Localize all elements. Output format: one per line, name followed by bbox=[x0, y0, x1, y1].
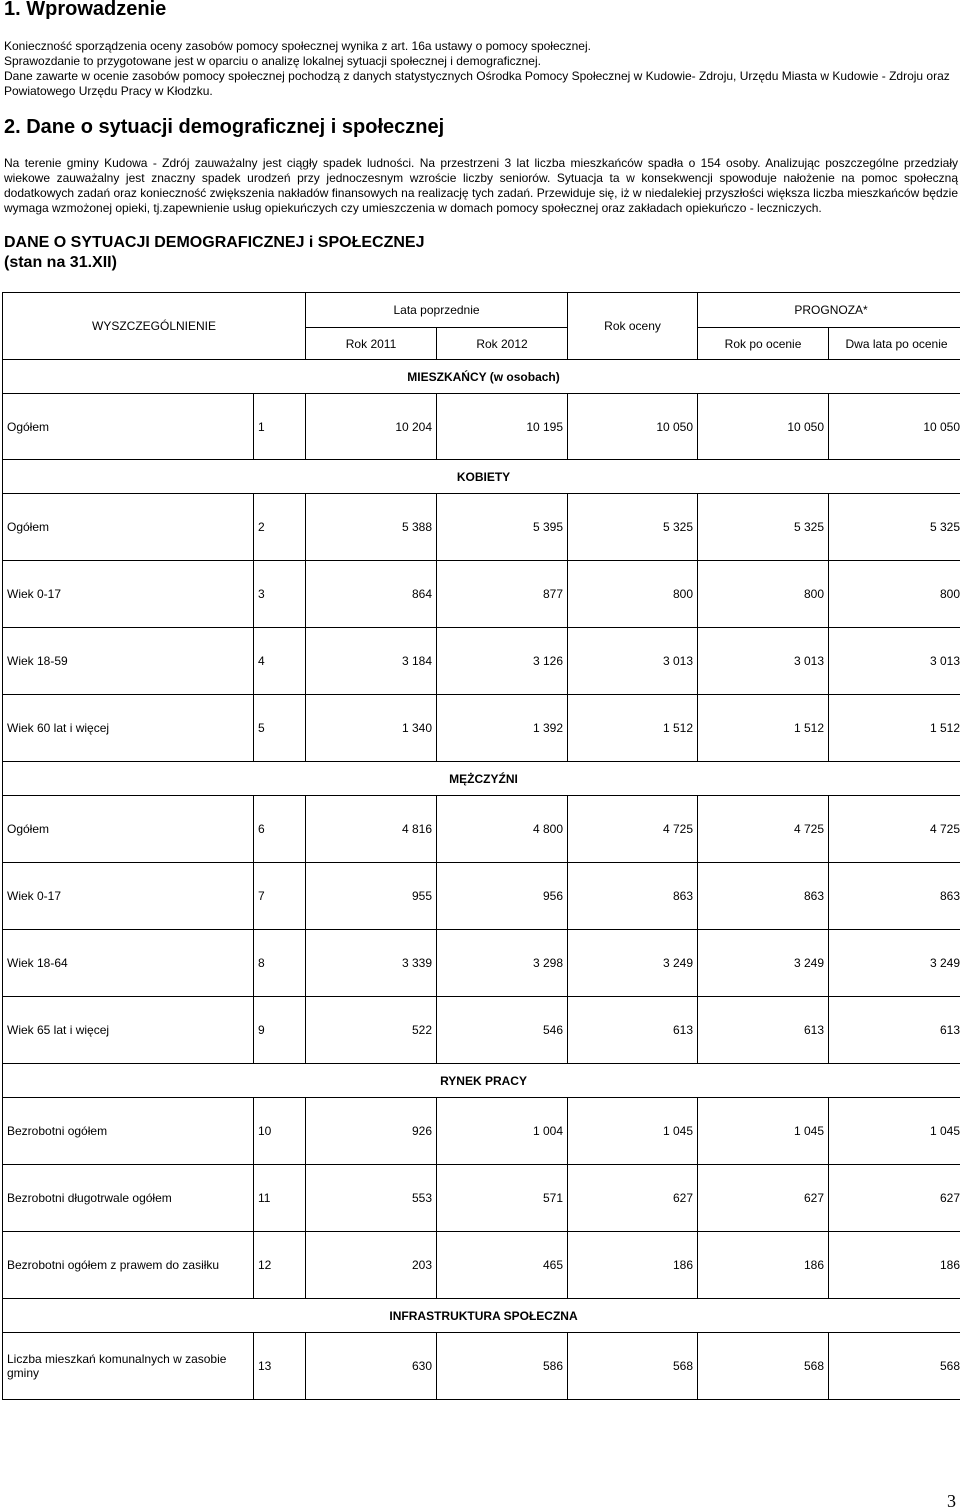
table-row bbox=[3, 628, 960, 695]
row-number: 10 bbox=[254, 1098, 306, 1165]
value-dwa-lata-po-ocenie: 1 512 bbox=[829, 695, 960, 762]
row-label: Ogółem bbox=[3, 494, 254, 561]
row-number: 7 bbox=[254, 863, 306, 930]
row-number: 6 bbox=[254, 796, 306, 863]
section-row bbox=[3, 460, 960, 494]
value-rok-oceny: 10 050 bbox=[568, 394, 698, 460]
section-kobiety: KOBIETY bbox=[3, 460, 960, 494]
intro-line-1: Konieczność sporządzenia oceny zasobów pomocy społecznej wynika z art. 16a ustawy o pomocy społecznej. bbox=[4, 39, 591, 53]
value-rok-2011: 4 816 bbox=[306, 796, 437, 863]
row-label: Wiek 65 lat i więcej bbox=[3, 997, 254, 1064]
intro-line-3: Dane zawarte w ocenie zasobów pomocy społecznej pochodzą z danych statystycznych Ośrodka Pomocy Społecznej w Kudowie- Zdroju, Urzędu Miasta w Kudowie - Zdroju oraz Powiatowego Urzędu Pracy w Kłodzku. bbox=[4, 69, 950, 98]
heading-demographic: 2. Dane o sytuacji demograficznej i społecznej bbox=[4, 116, 445, 138]
value-rok-2012: 1 004 bbox=[437, 1098, 568, 1165]
section-rynek-pracy: RYNEK PRACY bbox=[3, 1064, 960, 1098]
value-rok-oceny: 863 bbox=[568, 863, 698, 930]
value-rok-po-ocenie: 1 512 bbox=[698, 695, 829, 762]
table-row bbox=[3, 394, 960, 460]
value-rok-oceny: 800 bbox=[568, 561, 698, 628]
page-number: 3 bbox=[947, 1491, 956, 1511]
row-number: 13 bbox=[254, 1333, 306, 1400]
value-rok-2011: 3 184 bbox=[306, 628, 437, 695]
row-label: Ogółem bbox=[3, 394, 254, 460]
value-dwa-lata-po-ocenie: 10 050 bbox=[829, 394, 960, 460]
value-rok-oceny: 613 bbox=[568, 997, 698, 1064]
table-row bbox=[3, 1098, 960, 1165]
value-dwa-lata-po-ocenie: 863 bbox=[829, 863, 960, 930]
table-row bbox=[3, 494, 960, 561]
demographic-table bbox=[2, 292, 960, 1400]
header-rok-2012: Rok 2012 bbox=[437, 328, 568, 360]
header-rok-2011: Rok 2011 bbox=[306, 328, 437, 360]
table-row bbox=[3, 1333, 960, 1400]
section-row bbox=[3, 1064, 960, 1098]
value-rok-2012: 1 392 bbox=[437, 695, 568, 762]
section-title-line2: (stan na 31.XII) bbox=[4, 254, 117, 271]
value-rok-po-ocenie: 613 bbox=[698, 997, 829, 1064]
section-mezczyzni: MĘŻCZYŹNI bbox=[3, 762, 960, 796]
value-rok-oceny: 1 045 bbox=[568, 1098, 698, 1165]
value-rok-po-ocenie: 800 bbox=[698, 561, 829, 628]
value-rok-2011: 10 204 bbox=[306, 394, 437, 460]
row-label: Liczba mieszkań komunalnych w zasobie gminy bbox=[3, 1333, 254, 1400]
header-prognoza: PROGNOZA* bbox=[698, 293, 960, 328]
section-title-line1: DANE O SYTUACJI DEMOGRAFICZNEJ i SPOŁECZNEJ bbox=[4, 234, 425, 251]
value-rok-2012: 956 bbox=[437, 863, 568, 930]
row-number: 2 bbox=[254, 494, 306, 561]
table-row bbox=[3, 695, 960, 762]
value-dwa-lata-po-ocenie: 3 249 bbox=[829, 930, 960, 997]
value-rok-2011: 3 339 bbox=[306, 930, 437, 997]
value-rok-2012: 4 800 bbox=[437, 796, 568, 863]
value-rok-2011: 203 bbox=[306, 1232, 437, 1299]
value-rok-oceny: 5 325 bbox=[568, 494, 698, 561]
row-number: 12 bbox=[254, 1232, 306, 1299]
row-number: 11 bbox=[254, 1165, 306, 1232]
value-rok-2011: 5 388 bbox=[306, 494, 437, 561]
row-number: 9 bbox=[254, 997, 306, 1064]
value-rok-po-ocenie: 3 249 bbox=[698, 930, 829, 997]
row-number: 8 bbox=[254, 930, 306, 997]
value-dwa-lata-po-ocenie: 4 725 bbox=[829, 796, 960, 863]
value-rok-po-ocenie: 1 045 bbox=[698, 1098, 829, 1165]
value-rok-2012: 5 395 bbox=[437, 494, 568, 561]
intro-paragraph bbox=[4, 39, 958, 99]
row-label: Wiek 0-17 bbox=[3, 863, 254, 930]
value-rok-2012: 3 298 bbox=[437, 930, 568, 997]
section-row bbox=[3, 1299, 960, 1333]
value-rok-po-ocenie: 10 050 bbox=[698, 394, 829, 460]
section-row bbox=[3, 762, 960, 796]
value-rok-po-ocenie: 627 bbox=[698, 1165, 829, 1232]
section-mieszkancy: MIESZKAŃCY (w osobach) bbox=[3, 360, 960, 394]
value-rok-oceny: 1 512 bbox=[568, 695, 698, 762]
row-number: 4 bbox=[254, 628, 306, 695]
header-lata-poprzednie: Lata poprzednie bbox=[306, 293, 568, 328]
intro-line-2: Sprawozdanie to przygotowane jest w oparciu o analizę lokalnej sytuacji społecznej i demograficznej. bbox=[4, 54, 541, 68]
value-rok-oceny: 4 725 bbox=[568, 796, 698, 863]
row-number: 5 bbox=[254, 695, 306, 762]
value-rok-2011: 1 340 bbox=[306, 695, 437, 762]
value-rok-oceny: 568 bbox=[568, 1333, 698, 1400]
row-number: 3 bbox=[254, 561, 306, 628]
row-label: Wiek 18-64 bbox=[3, 930, 254, 997]
value-rok-po-ocenie: 186 bbox=[698, 1232, 829, 1299]
value-rok-2012: 465 bbox=[437, 1232, 568, 1299]
heading-introduction: 1. Wprowadzenie bbox=[4, 0, 167, 20]
header-wyszczegolnienie: WYSZCZEGÓLNIENIE bbox=[3, 293, 306, 360]
value-rok-po-ocenie: 4 725 bbox=[698, 796, 829, 863]
table-row bbox=[3, 561, 960, 628]
value-rok-2012: 3 126 bbox=[437, 628, 568, 695]
value-rok-2011: 553 bbox=[306, 1165, 437, 1232]
row-label: Bezrobotni ogółem z prawem do zasiłku bbox=[3, 1232, 254, 1299]
value-dwa-lata-po-ocenie: 186 bbox=[829, 1232, 960, 1299]
value-rok-2011: 630 bbox=[306, 1333, 437, 1400]
value-rok-oceny: 627 bbox=[568, 1165, 698, 1232]
demographic-paragraph: Na terenie gminy Kudowa - Zdrój zauważalny jest ciągły spadek ludności. Na przestrzeni 3 lat liczba mieszkańców spadła o 154 osoby. Analizując poszczególne przedziały wiekowe zauważalny jest znaczny spadek urodzeń przy jednoczesnym wzroście liczby seniorów. Sytuacja ta w konsekwencji spowoduje nałożenie na pomoc społeczną dodatkowych zadań oraz konieczność zwiększenia nakładów finansowych na realizację tych zadań. Przewiduje się, iż w niedalekiej przyszłości większa liczba mieszkańców będzie wymaga wzmożonej opieki, tj.zapewnienie usług opiekuńczych czy umieszczenia w domach pomocy społecznej oraz zakładach opiekuńczo - leczniczych. bbox=[4, 156, 958, 215]
row-label: Wiek 18-59 bbox=[3, 628, 254, 695]
row-label: Bezrobotni długotrwale ogółem bbox=[3, 1165, 254, 1232]
value-dwa-lata-po-ocenie: 568 bbox=[829, 1333, 960, 1400]
value-dwa-lata-po-ocenie: 1 045 bbox=[829, 1098, 960, 1165]
value-rok-2012: 571 bbox=[437, 1165, 568, 1232]
section-title bbox=[4, 233, 425, 273]
value-rok-2011: 926 bbox=[306, 1098, 437, 1165]
section-infrastruktura: INFRASTRUKTURA SPOŁECZNA bbox=[3, 1299, 960, 1333]
header-rok-po-ocenie: Rok po ocenie bbox=[698, 328, 829, 360]
section-row bbox=[3, 360, 960, 394]
value-rok-oceny: 186 bbox=[568, 1232, 698, 1299]
value-rok-2012: 546 bbox=[437, 997, 568, 1064]
value-rok-po-ocenie: 3 013 bbox=[698, 628, 829, 695]
value-rok-2012: 586 bbox=[437, 1333, 568, 1400]
row-label: Wiek 60 lat i więcej bbox=[3, 695, 254, 762]
value-rok-2012: 10 195 bbox=[437, 394, 568, 460]
row-label: Ogółem bbox=[3, 796, 254, 863]
header-row-1 bbox=[3, 293, 960, 328]
header-dwa-lata-po-ocenie: Dwa lata po ocenie bbox=[829, 328, 960, 360]
value-rok-oceny: 3 249 bbox=[568, 930, 698, 997]
value-rok-2011: 864 bbox=[306, 561, 437, 628]
value-dwa-lata-po-ocenie: 3 013 bbox=[829, 628, 960, 695]
value-rok-po-ocenie: 568 bbox=[698, 1333, 829, 1400]
row-label: Wiek 0-17 bbox=[3, 561, 254, 628]
header-rok-oceny: Rok oceny bbox=[568, 293, 698, 360]
table-row bbox=[3, 930, 960, 997]
row-number: 1 bbox=[254, 394, 306, 460]
value-dwa-lata-po-ocenie: 613 bbox=[829, 997, 960, 1064]
value-rok-2011: 522 bbox=[306, 997, 437, 1064]
table-row bbox=[3, 863, 960, 930]
table-row bbox=[3, 997, 960, 1064]
value-rok-po-ocenie: 5 325 bbox=[698, 494, 829, 561]
value-rok-oceny: 3 013 bbox=[568, 628, 698, 695]
value-dwa-lata-po-ocenie: 800 bbox=[829, 561, 960, 628]
value-dwa-lata-po-ocenie: 627 bbox=[829, 1165, 960, 1232]
value-rok-2012: 877 bbox=[437, 561, 568, 628]
value-rok-2011: 955 bbox=[306, 863, 437, 930]
table-row bbox=[3, 796, 960, 863]
value-dwa-lata-po-ocenie: 5 325 bbox=[829, 494, 960, 561]
table-row bbox=[3, 1232, 960, 1299]
value-rok-po-ocenie: 863 bbox=[698, 863, 829, 930]
table-row bbox=[3, 1165, 960, 1232]
row-label: Bezrobotni ogółem bbox=[3, 1098, 254, 1165]
